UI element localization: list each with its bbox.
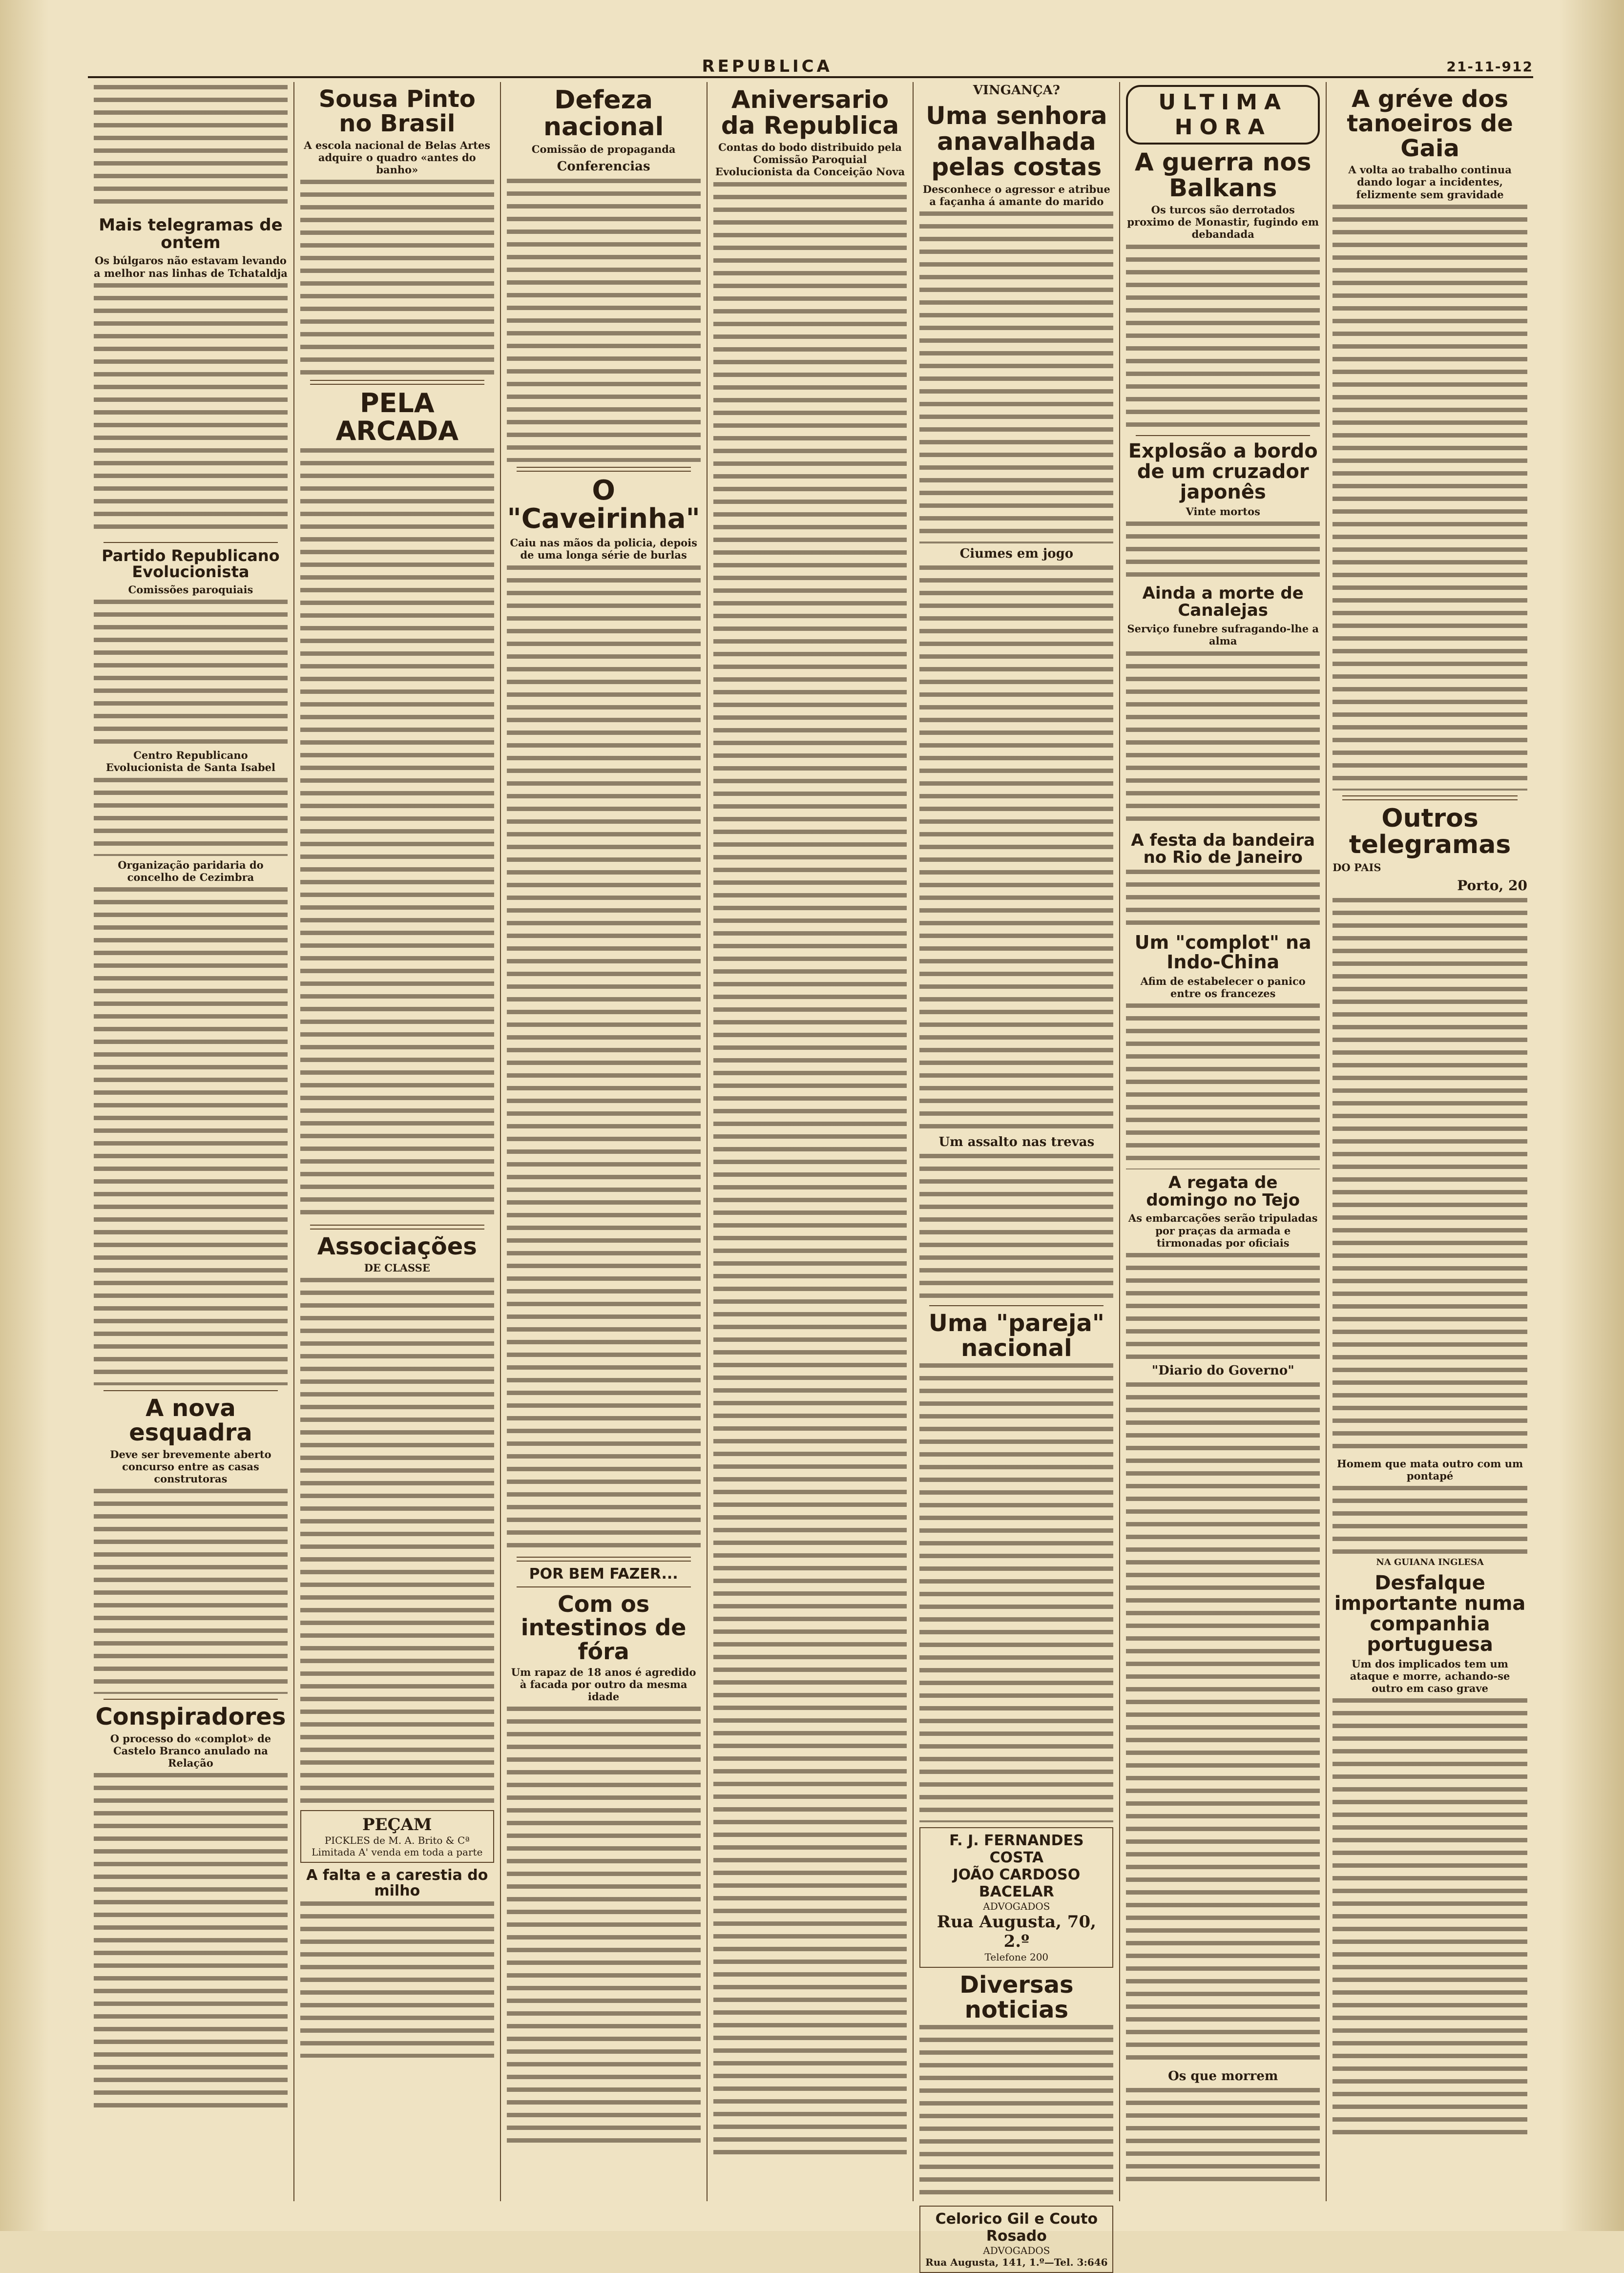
- headline: Uma "pareja" nacional: [928, 1310, 1104, 1362]
- text-block: [300, 180, 494, 375]
- subheadline: Os búlgaros não estavam levando a melhor nas linhas de Tchataldja: [94, 254, 288, 279]
- subheadline: VINGANÇA?: [973, 83, 1061, 98]
- subheadline: Os turcos são derrotados proximo de Monastir, fugindo em debandada: [1127, 204, 1319, 241]
- headline: O "Caveirinha": [507, 474, 700, 535]
- ad-title: PEÇAM: [362, 1815, 432, 1835]
- subheadline: Os que morrem: [1168, 2069, 1278, 2084]
- masthead: [88, 58, 1533, 75]
- masthead-title: REPUBLICA: [702, 57, 833, 76]
- text-block: [1126, 2088, 1320, 2186]
- text-block: [94, 887, 288, 1385]
- masthead-rule: [88, 76, 1533, 78]
- headline: Partido Republicano Evolucionista: [102, 546, 280, 582]
- subheadline: Desconhece o agressor e atribue a façanha á amante do marido: [922, 183, 1110, 208]
- headline: A nova esquadra: [129, 1394, 252, 1447]
- subheadline: As embarcações serão tripuladas por praças da armada e tirmonadas por oficiais: [1128, 1212, 1318, 1249]
- ultima-hora-banner: ULTIMA HORA: [1126, 85, 1320, 145]
- text-block: [1126, 651, 1320, 827]
- headline: A gréve dos tanoeiros de Gaia: [1347, 85, 1513, 162]
- text-block: [507, 565, 701, 1552]
- headline: POR BEM FAZER...: [529, 1565, 678, 1583]
- ad-name: F. J. FERNANDES COSTA: [949, 1832, 1084, 1867]
- ad-name: Celorico Gil e Couto Rosado: [935, 2210, 1098, 2245]
- subheadline: Um rapaz de 18 anos é agredido à facada por outro da mesma idade: [511, 1666, 696, 1703]
- divider: [310, 1225, 484, 1230]
- headline: A festa da bandeira no Rio de Janeiro: [1131, 830, 1315, 868]
- subheadline: Organização paridaria do concelho de Cezimbra: [118, 858, 264, 883]
- divider: [1136, 435, 1310, 436]
- headline: PELA ARCADA: [335, 388, 458, 447]
- text-block: [919, 211, 1113, 543]
- text-block: [507, 1707, 701, 2146]
- advogados-ad-2: [919, 2206, 1113, 2273]
- column-1: [88, 82, 294, 2201]
- subheadline: A volta ao trabalho continua dando logar a incidentes, felizmente sem gravidade: [1348, 164, 1512, 201]
- headline: Mais telegramas de ontem: [99, 215, 283, 252]
- subheadline: Deve ser brevemente aberto concurso entre as casas construtoras: [110, 1448, 271, 1485]
- ad-address: Rua Augusta, 70, 2.º: [937, 1912, 1096, 1952]
- ad-phone: Telefone 200: [984, 1951, 1049, 1963]
- subheadline: Conferencias: [557, 159, 650, 174]
- headline: A guerra nos Balkans: [1134, 148, 1312, 202]
- column-6: [1120, 82, 1327, 2201]
- headline: Defeza nacional: [543, 85, 664, 142]
- divider: [310, 380, 484, 385]
- text-block: [1126, 870, 1320, 928]
- column-2: [294, 82, 501, 2201]
- text-block: [94, 85, 288, 212]
- text-block: [1126, 245, 1320, 430]
- headline: Aniversario da Republica: [721, 85, 899, 140]
- subheadline: Porto, 20: [1457, 877, 1528, 894]
- text-block: [1333, 898, 1527, 1455]
- headline: Um "complot" na Indo-China: [1134, 931, 1312, 973]
- text-block: [94, 283, 288, 537]
- columns: [88, 82, 1533, 2268]
- subheadline: DO PAIS: [1333, 861, 1381, 874]
- subheadline: Homem que mata outro com um pontapé: [1336, 1457, 1523, 1482]
- ad-address: Rua Augusta, 141, 1.º—Tel. 3:646: [925, 2256, 1108, 2268]
- text-block: [1126, 1003, 1320, 1169]
- ad-text: ADVOGADOS: [983, 2245, 1050, 2256]
- text-block: [94, 1489, 288, 1694]
- headline: Associações: [317, 1232, 477, 1260]
- text-block: [919, 1154, 1113, 1300]
- headline: Explosão a bordo de um cruzador japonês: [1128, 439, 1318, 503]
- subheadline: Afim de estabelecer o panico entre os francezes: [1140, 975, 1306, 1000]
- column-3: [501, 82, 708, 2201]
- subheadline: O processo do «complot» de Castelo Branco anulado na Relação: [110, 1732, 271, 1769]
- headline: Diversas noticias: [959, 1971, 1074, 2023]
- subheadline: Vinte mortos: [1186, 505, 1260, 518]
- text-block: [1333, 1486, 1527, 1554]
- subheadline: Contas do bodo distribuido pela Comissão Paroquial Evolucionista da Conceição Nova: [715, 141, 905, 178]
- headline: Sousa Pinto no Brasil: [318, 85, 476, 138]
- headline: A falta e a carestia do milho: [306, 1867, 488, 1899]
- headline: Conspiradores: [95, 1703, 286, 1731]
- text-block: [919, 565, 1113, 1132]
- text-block: [1126, 1382, 1320, 2066]
- divider: [517, 467, 691, 472]
- column-5: [914, 82, 1120, 2268]
- subheadline: Centro Republicano Evolucionista de Santa Isabel: [105, 749, 276, 774]
- headline: Desfalque importante numa companhia portuguesa: [1334, 1571, 1526, 1656]
- text-block: [1333, 1698, 1527, 2138]
- divider: [104, 1699, 278, 1700]
- subheadline: Comissão de propaganda: [531, 143, 676, 156]
- subheadline: Um dos implicados tem um ataque e morre, achando-se outro em caso grave: [1350, 1657, 1510, 1695]
- headline: Outros telegramas: [1349, 803, 1511, 860]
- text-block: [1126, 1253, 1320, 1360]
- column-7: [1327, 82, 1533, 2201]
- text-block: [94, 600, 288, 746]
- column-4: [708, 82, 914, 2201]
- headline: A regata de domingo no Tejo: [1146, 1173, 1300, 1210]
- ad-name: JOÃO CARDOSO BACELAR: [953, 1866, 1081, 1901]
- headline: Com os intestinos de fóra: [521, 1591, 687, 1665]
- text-block: [300, 448, 494, 1220]
- divider: [517, 1586, 691, 1587]
- divider: [104, 1390, 278, 1391]
- subheadline: Ciumes em jogo: [959, 546, 1074, 562]
- pickles-ad: [300, 1810, 494, 1863]
- subheadline: Um assalto nas trevas: [938, 1135, 1095, 1150]
- text-block: [507, 179, 701, 462]
- subheadline: Caiu nas mãos da policia, depois de uma longa série de burlas: [510, 537, 697, 562]
- headline: Uma senhora anavalhada pelas costas: [926, 102, 1107, 182]
- subheadline: DE CLASSE: [364, 1262, 430, 1274]
- advogados-ad-1: [919, 1827, 1113, 1968]
- subheadline: Comissões paroquiais: [128, 583, 253, 596]
- text-block: [1126, 521, 1320, 580]
- subheadline: "Diario do Governo": [1151, 1363, 1294, 1378]
- text-block: [94, 1773, 288, 2115]
- divider: [104, 542, 278, 543]
- subheadline: A escola nacional de Belas Artes adquire o quadro «antes do banho»: [304, 139, 491, 176]
- ad-text: PICKLES de M. A. Brito & Cª Limitada A' venda em toda a parte: [312, 1835, 483, 1858]
- subheadline: NA GUIANA INGLESA: [1376, 1557, 1484, 1568]
- divider: [517, 1557, 691, 1562]
- divider: [929, 1305, 1103, 1306]
- text-block: [300, 1278, 494, 1805]
- text-block: [919, 1363, 1113, 1822]
- text-block: [1333, 205, 1527, 791]
- text-block: [919, 2025, 1113, 2201]
- divider: [1342, 795, 1518, 800]
- text-block: [713, 182, 907, 2155]
- masthead-date: 21-11-912: [1446, 58, 1533, 75]
- ad-text: ADVOGADOS: [983, 1900, 1050, 1913]
- text-block: [300, 1901, 494, 2058]
- headline: Ainda a morte de Canalejas: [1142, 583, 1304, 621]
- text-block: [94, 778, 288, 856]
- subheadline: Serviço funebre sufragando-lhe a alma: [1127, 623, 1319, 647]
